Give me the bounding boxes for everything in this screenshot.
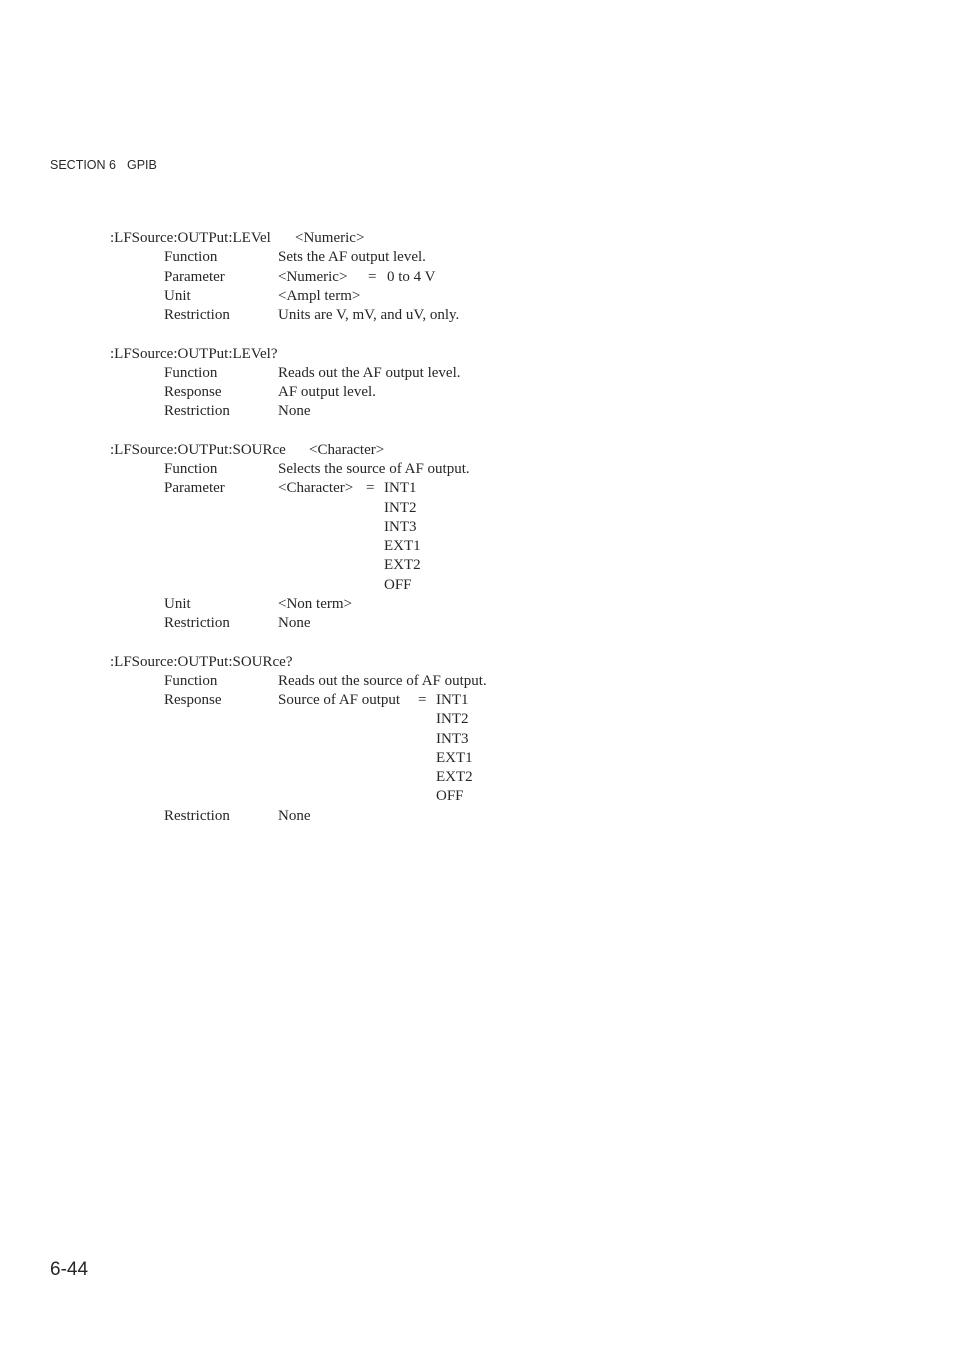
unit-value: <Non term>: [278, 595, 352, 612]
restriction-label: Restriction: [164, 307, 230, 323]
option-row: [0, 556, 954, 575]
parameter-value: 0 to 4 V: [387, 268, 436, 285]
option-row: [0, 537, 954, 556]
source-option: INT1: [384, 480, 417, 497]
unit-row: [0, 595, 954, 614]
response-row: [0, 691, 954, 710]
source-option: EXT2: [436, 769, 473, 785]
equals-sign: =: [418, 692, 427, 708]
source-option: INT2: [384, 499, 417, 516]
response-value: AF output level.: [278, 384, 376, 400]
command-list: [0, 229, 954, 826]
parameter-type: <Character>: [278, 480, 354, 497]
restriction-row: [0, 306, 954, 325]
equals-sign: =: [368, 268, 377, 285]
function-row: [0, 672, 954, 691]
function-text: Reads out the AF output level.: [278, 364, 461, 381]
command-block: [0, 229, 954, 325]
option-row: [0, 576, 954, 595]
restriction-label: Restriction: [164, 807, 230, 824]
option-row: [0, 499, 954, 518]
section-label: SECTION 6: [50, 158, 116, 172]
command-row: [0, 441, 954, 460]
parameter-label: Parameter: [164, 268, 225, 285]
function-label: Function: [164, 364, 218, 381]
section-title: GPIB: [127, 158, 157, 172]
restriction-value: Units are V, mV, and uV, only.: [278, 307, 460, 323]
function-label: Function: [164, 249, 218, 266]
restriction-row: [0, 402, 954, 421]
command-row: [0, 345, 954, 364]
function-text: Selects the source of AF output.: [278, 461, 470, 477]
source-option: INT2: [436, 711, 469, 728]
parameter-label: Parameter: [164, 480, 225, 497]
restriction-value: None: [278, 615, 311, 631]
function-row: [0, 248, 954, 267]
source-option: EXT1: [436, 749, 473, 766]
response-value: Source of AF output: [278, 692, 401, 708]
function-text: Reads out the source of AF output.: [278, 672, 487, 689]
restriction-label: Restriction: [164, 615, 230, 631]
function-row: [0, 364, 954, 383]
command-argument: <Numeric>: [295, 230, 365, 246]
unit-row: [0, 287, 954, 306]
option-row: [0, 518, 954, 537]
command-header: :LFSource:OUTPut:LEVel?: [110, 345, 278, 362]
command-header: :LFSource:OUTPut:LEVel: [110, 230, 271, 246]
command-row: [0, 229, 954, 248]
command-header: :LFSource:OUTPut:SOURce?: [110, 653, 293, 670]
response-row: [0, 383, 954, 402]
restriction-value: None: [278, 403, 311, 420]
equals-sign: =: [366, 480, 375, 497]
command-block: [0, 441, 954, 634]
restriction-row: [0, 614, 954, 633]
restriction-value: None: [278, 807, 311, 824]
source-option: EXT1: [384, 538, 421, 554]
option-row: [0, 749, 954, 768]
response-label: Response: [164, 384, 222, 400]
response-label: Response: [164, 692, 222, 708]
function-label: Function: [164, 672, 218, 689]
page-number: 6-44: [50, 1259, 89, 1280]
parameter-row: [0, 268, 954, 287]
source-option: OFF: [436, 788, 464, 805]
unit-label: Unit: [164, 287, 191, 304]
option-row: [0, 710, 954, 729]
restriction-row: [0, 807, 954, 826]
parameter-row: [0, 479, 954, 498]
command-row: [0, 653, 954, 672]
parameter-type: <Numeric>: [278, 268, 348, 285]
command-block: [0, 653, 954, 826]
function-row: [0, 460, 954, 479]
function-text: Sets the AF output level.: [278, 249, 426, 266]
source-option: INT3: [384, 518, 417, 535]
option-row: [0, 787, 954, 806]
unit-value: <Ampl term>: [278, 287, 361, 304]
source-option: OFF: [384, 576, 412, 593]
restriction-label: Restriction: [164, 403, 230, 420]
command-header: :LFSource:OUTPut:SOURce: [110, 441, 286, 458]
function-label: Function: [164, 461, 218, 477]
running-head: [50, 157, 157, 173]
unit-label: Unit: [164, 595, 191, 612]
source-option: EXT2: [384, 557, 421, 574]
source-option: INT3: [436, 730, 469, 747]
command-block: [0, 345, 954, 422]
option-row: [0, 768, 954, 787]
command-argument: <Character>: [309, 441, 385, 458]
source-option: INT1: [436, 692, 469, 708]
option-row: [0, 730, 954, 749]
